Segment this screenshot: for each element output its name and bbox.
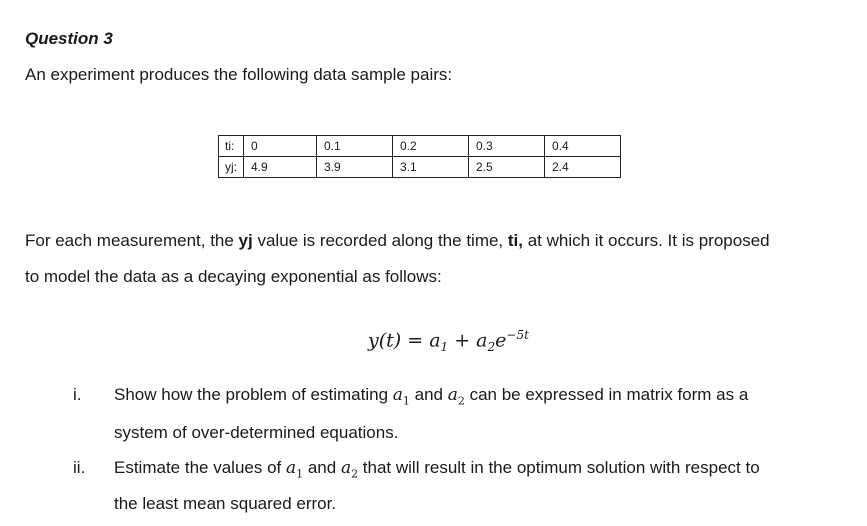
y-cell: 4.9 (244, 157, 317, 178)
t-cell: 0 (244, 136, 317, 157)
t-label: ti: (219, 136, 244, 157)
description-line-1 (25, 231, 770, 251)
description-text: For each measurement, the (25, 231, 239, 250)
table-row-y (219, 157, 621, 178)
data-table (218, 135, 621, 178)
description-text: at which it occurs. It is proposed (523, 231, 770, 250)
a1-symbol: $a_1$ (285, 458, 304, 481)
intro-text: An experiment produces the following data sample pairs: (25, 65, 453, 84)
description-line-2: to model the data as a decaying exponential as follows: (25, 267, 442, 286)
t-cell: 0.2 (393, 136, 469, 157)
equation-a1: a (429, 329, 441, 352)
equation-a2: a (476, 329, 488, 352)
y-symbol: yj (238, 231, 253, 250)
item-text: and (409, 385, 448, 404)
a2-symbol: $a_2$ (340, 458, 359, 481)
equation-lhs: y(t) = (368, 329, 430, 352)
y-cell: 2.5 (469, 157, 545, 178)
y-cell: 3.1 (393, 157, 469, 178)
model-equation (368, 328, 529, 354)
equation-plus: + (448, 329, 477, 352)
item-number: i. (73, 385, 82, 404)
equation-a1-subscript: 1 (440, 340, 449, 355)
t-cell: 0.4 (545, 136, 621, 157)
item-text: and (303, 458, 341, 477)
y-label: yj: (219, 157, 244, 178)
t-cell: 0.1 (317, 136, 393, 157)
item-line: system of over-determined equations. (114, 423, 399, 442)
item-text: can be expressed in matrix form as a (464, 385, 749, 404)
item-number: ii. (73, 458, 86, 477)
a1-symbol: $a_1$ (392, 385, 410, 408)
item-line (114, 458, 760, 480)
a2-symbol: $a_2$ (447, 385, 465, 408)
question-title: Question 3 (25, 29, 113, 48)
description-text: value is recorded along the time, (252, 231, 508, 250)
item-line: the least mean squared error. (114, 494, 337, 513)
item-text: Estimate the values of (114, 458, 286, 477)
t-cell: 0.3 (469, 136, 545, 157)
y-cell: 3.9 (317, 157, 393, 178)
equation-a2-subscript: 2 (487, 340, 496, 355)
equation-e: e (495, 329, 507, 352)
item-line (114, 385, 748, 407)
table-row-t (219, 136, 621, 157)
equation-exponent: −5t (506, 328, 529, 342)
t-symbol: ti, (507, 231, 523, 250)
item-text: that will result in the optimum solution with respect to (358, 458, 760, 477)
item-text: Show how the problem of estimating (114, 385, 393, 404)
y-cell: 2.4 (545, 157, 621, 178)
